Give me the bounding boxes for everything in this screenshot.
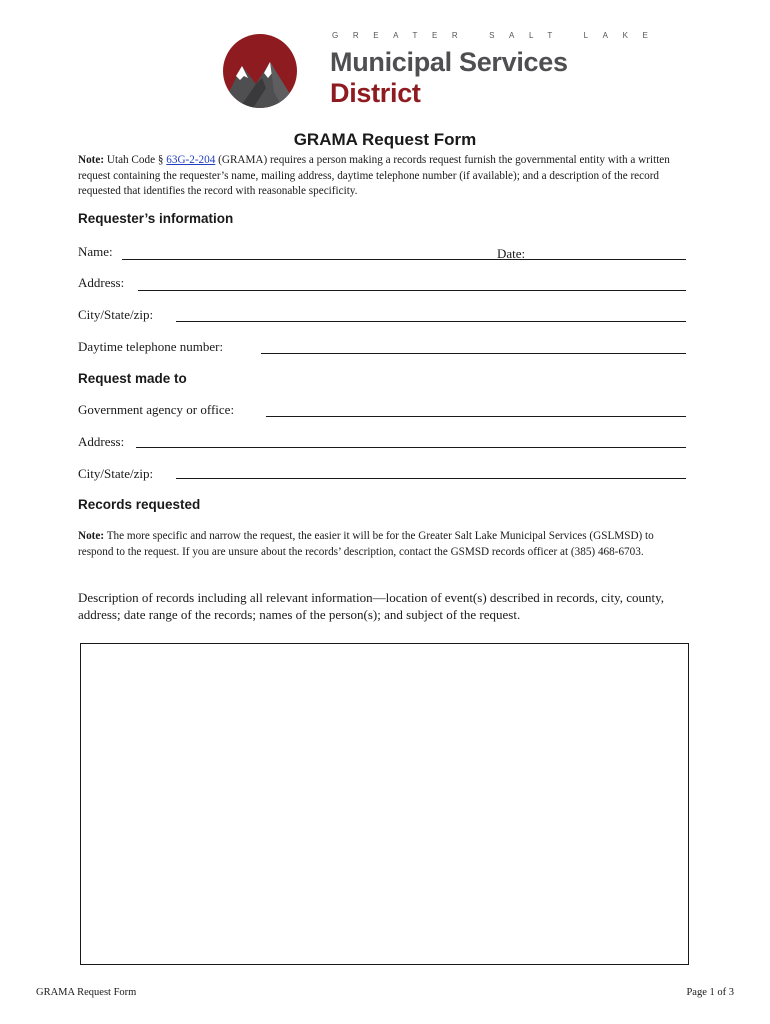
requester-heading: Requester’s information: [78, 211, 234, 226]
page-title: GRAMA Request Form: [293, 130, 477, 149]
logo-title-line2: District: [330, 78, 421, 108]
city-label: City/State/zip:: [78, 307, 154, 322]
page-number: Page 1 of 3: [686, 987, 734, 998]
utah-code-link[interactable]: 63G-2-204: [166, 154, 216, 166]
name-row: [78, 244, 690, 264]
agency-city-row: [78, 466, 690, 486]
agency-label: Government agency or office:: [78, 402, 235, 417]
agency-row: [78, 402, 690, 422]
agency-address-row: [78, 434, 690, 454]
intro-note-text-before: Utah Code §: [104, 154, 167, 166]
records-description-textarea[interactable]: [80, 643, 689, 965]
agency-field[interactable]: [266, 416, 686, 417]
agency-address-label: Address:: [78, 434, 125, 449]
records-note-label: Note:: [78, 530, 105, 542]
address-row: [78, 275, 690, 295]
footer-form-name: GRAMA Request Form: [36, 987, 137, 998]
description-prompt: Description of records including all relevant information—location of event(s) described in records, city, county, address; date range of the records; names of the person(s); and subject of the request.: [78, 590, 665, 622]
intro-note: [78, 153, 690, 200]
records-note-text: The more specific and narrow the request, the easier it will be for the Greater Salt Lake Municipal Services (GSLMSD) to respond to the request. If you are unsure about the records’ description, contact the GSMSD records officer at (385) 468-6703.: [78, 530, 654, 558]
address-label: Address:: [78, 275, 125, 290]
phone-field[interactable]: [261, 353, 686, 354]
agency-address-field[interactable]: [136, 447, 686, 448]
date-field[interactable]: [497, 259, 686, 260]
city-row: [78, 307, 690, 327]
records-heading: Records requested: [78, 497, 201, 512]
address-field[interactable]: [138, 290, 686, 291]
intro-note-text-after: (GRAMA) requires a person making a records request furnish the governmental entity with a written request containing the requester’s name, mailing address, daytime telephone number (if available); and a description of the record requested that identifies the record with reasonable specificity.: [78, 154, 670, 197]
agency-city-label: City/State/zip:: [78, 466, 154, 481]
phone-label: Daytime telephone number:: [78, 339, 224, 354]
city-field[interactable]: [176, 321, 686, 322]
logo-title-line1: Municipal Services: [330, 47, 568, 77]
agency-city-field[interactable]: [176, 478, 686, 479]
logo-supertitle: GREATER SALT LAKE: [332, 31, 663, 40]
mountain-logo-icon: [222, 32, 298, 110]
district-logo: [222, 30, 663, 112]
intro-note-label: Note:: [78, 154, 105, 166]
records-note: [78, 529, 690, 560]
name-label: Name:: [78, 244, 113, 259]
phone-row: [78, 339, 690, 359]
date-label: Date:: [497, 246, 526, 261]
request-to-heading: Request made to: [78, 371, 187, 386]
